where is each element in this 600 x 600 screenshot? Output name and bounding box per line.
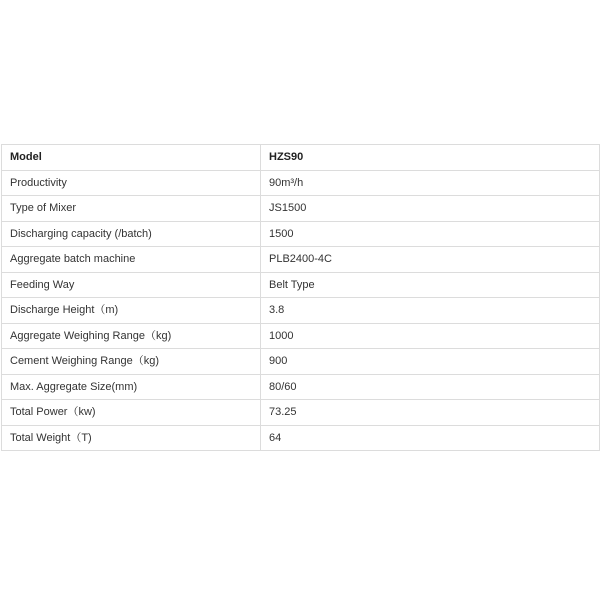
header-value-cell: HZS90 (261, 145, 600, 171)
row-value-cell: 80/60 (261, 374, 600, 400)
table-row (2, 425, 600, 451)
table-header-row (2, 145, 600, 171)
row-label-cell: Aggregate batch machine (2, 247, 261, 273)
row-label-cell: Type of Mixer (2, 196, 261, 222)
spec-table-body (2, 145, 600, 451)
row-value-cell: Belt Type (261, 272, 600, 298)
table-row (2, 349, 600, 375)
row-value-cell: JS1500 (261, 196, 600, 222)
table-row (2, 170, 600, 196)
row-value-cell: 1500 (261, 221, 600, 247)
table-row (2, 221, 600, 247)
row-value-cell: 3.8 (261, 298, 600, 324)
row-value-cell: 64 (261, 425, 600, 451)
row-value-cell: PLB2400-4C (261, 247, 600, 273)
row-label-cell: Max. Aggregate Size(mm) (2, 374, 261, 400)
table-row (2, 298, 600, 324)
row-value-cell: 73.25 (261, 400, 600, 426)
header-label-cell: Model (2, 145, 261, 171)
row-label-cell: Feeding Way (2, 272, 261, 298)
table-row (2, 400, 600, 426)
table-row (2, 196, 600, 222)
row-value-cell: 900 (261, 349, 600, 375)
table-row (2, 247, 600, 273)
table-row (2, 374, 600, 400)
spec-table (1, 144, 600, 451)
row-label-cell: Discharge Height（m) (2, 298, 261, 324)
row-label-cell: Productivity (2, 170, 261, 196)
row-label-cell: Aggregate Weighing Range（kg) (2, 323, 261, 349)
row-value-cell: 1000 (261, 323, 600, 349)
table-row (2, 323, 600, 349)
table-row (2, 272, 600, 298)
row-label-cell: Total Power（kw) (2, 400, 261, 426)
row-label-cell: Total Weight（T) (2, 425, 261, 451)
row-label-cell: Cement Weighing Range（kg) (2, 349, 261, 375)
row-label-cell: Discharging capacity (/batch) (2, 221, 261, 247)
row-value-cell: 90m³/h (261, 170, 600, 196)
